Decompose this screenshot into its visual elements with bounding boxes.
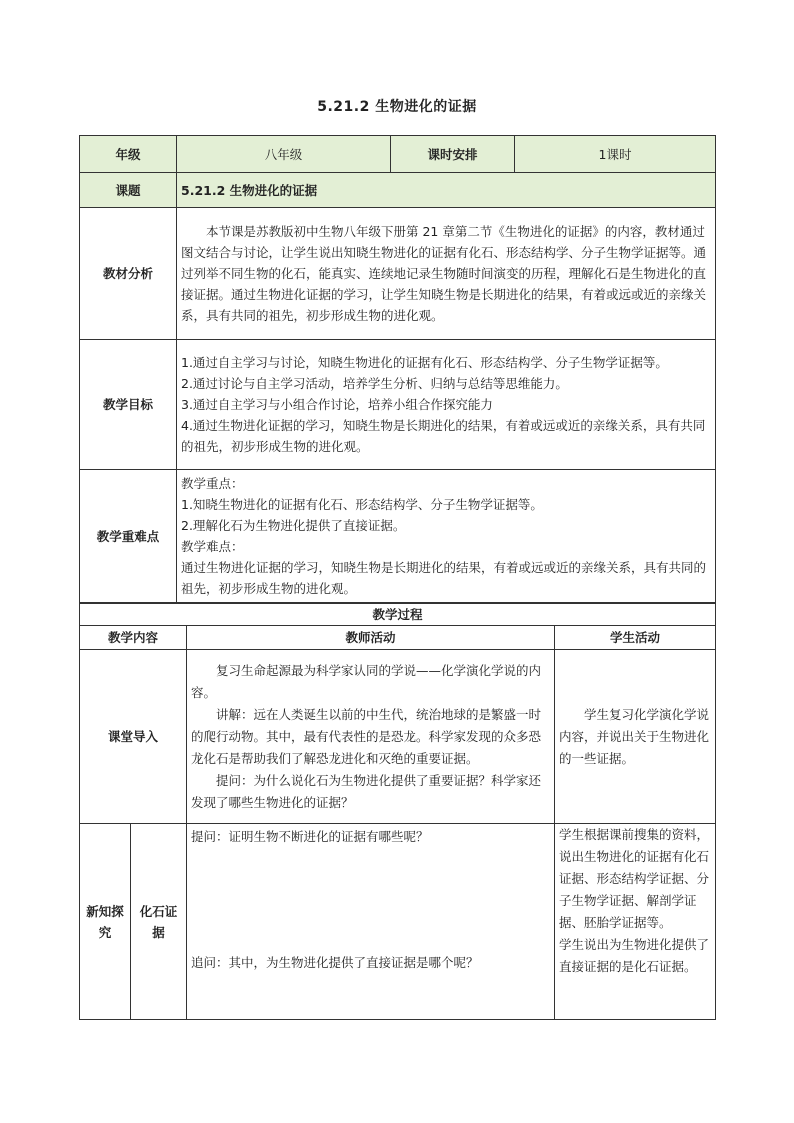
- intro-teacher-cell: [187, 650, 555, 824]
- process-title: 教学过程: [80, 604, 716, 626]
- grade-value: 八年级: [177, 136, 391, 173]
- keypoint-line: 教学重点：: [181, 476, 244, 491]
- explore-student-cell: [555, 824, 716, 1020]
- goal-item: 3.通过自主学习与小组合作讨论，培养小组合作探究能力: [181, 397, 493, 412]
- explore-question-1: 提问：证明生物不断进化的证据有哪些呢？: [191, 829, 429, 844]
- col-content-header: 教学内容: [80, 626, 187, 650]
- schedule-label: 课时安排: [391, 136, 515, 173]
- intro-student-text: 学生复习化学演化学说内容，并说出关于生物进化的一些证据。: [559, 706, 710, 766]
- explore-sub-label: 化石证据: [131, 824, 187, 1020]
- goals-cell: [177, 340, 716, 470]
- schedule-value: 1课时: [515, 136, 716, 173]
- topic-label: 课题: [80, 173, 177, 208]
- intro-teacher-p2: 讲解：远在人类诞生以前的中生代，统治地球的是繁盛一时的爬行动物。其中，最有代表性的是恐龙。科学家发现的众多恐龙化石是帮助我们了解恐龙进化和灭绝的重要证据。: [191, 706, 542, 766]
- teaching-process-table: [79, 603, 716, 1020]
- grade-label: 年级: [80, 136, 177, 173]
- explore-answer-2: 学生说出为生物进化提供了直接证据的是化石证据。: [559, 937, 710, 974]
- keypoints-label: 教学重难点: [80, 470, 177, 603]
- analysis-cell: [177, 208, 716, 340]
- keypoint-line: 教学难点：: [181, 539, 244, 554]
- explore-teacher-cell: [187, 824, 555, 1020]
- col-student-header: 学生活动: [555, 626, 716, 650]
- col-teacher-header: 教师活动: [187, 626, 555, 650]
- keypoint-line: 通过生物进化证据的学习，知晓生物是长期进化的结果，有着或远或近的亲缘关系，具有共同的祖先，初步形成生物的进化观。: [181, 560, 707, 596]
- intro-label: 课堂导入: [80, 650, 187, 824]
- goal-item: 2.通过讨论与自主学习活动，培养学生分析、归纳与总结等思维能力。: [181, 376, 568, 391]
- goal-item: 1.通过自主学习与讨论，知晓生物进化的证据有化石、形态结构学、分子生物学证据等。: [181, 355, 668, 370]
- lesson-info-table: [79, 135, 716, 603]
- explore-answer-1: 学生根据课前搜集的资料，说出生物进化的证据有化石证据、形态结构学证据、分子生物学证据、解剖学证据、胚胎学证据等。: [559, 827, 710, 930]
- keypoints-cell: [177, 470, 716, 603]
- document-title: 5.21.2 生物进化的证据: [317, 99, 477, 115]
- explore-question-2: 追问：其中，为生物进化提供了直接证据是哪个呢？: [191, 955, 479, 970]
- analysis-label: 教材分析: [80, 208, 177, 340]
- topic-value: 5.21.2 生物进化的证据: [177, 173, 716, 208]
- intro-teacher-p3: 提问：为什么说化石为生物进化提供了重要证据？科学家还发现了哪些生物进化的证据？: [191, 772, 542, 810]
- intro-student-cell: [555, 650, 716, 824]
- analysis-text: 本节课是苏教版初中生物八年级下册第 21 章第二节《生物进化的证据》的内容，教材通过图文结合与讨论，让学生说出知晓生物进化的证据有化石、形态结构学、分子生物学证据等。通过列举不同生物的化石，能真实、连续地记录生物随时间演变的历程，理解化石是生物进化的直接证据。通过生物进化证据的学习，让学生知晓生物是长期进化的结果，有着或远或近的亲缘关系，具有共同的祖先，初步形成生物的进化观。: [181, 224, 707, 323]
- intro-teacher-p1: 复习生命起源最为科学家认同的学说——化学演化学说的内容。: [191, 662, 542, 700]
- explore-label: 新知探究: [80, 824, 131, 1020]
- goal-item: 4.通过生物进化证据的学习，知晓生物是长期进化的结果，有着或远或近的亲缘关系，具有共同的祖先，初步形成生物的进化观。: [181, 418, 706, 454]
- keypoint-line: 2.理解化石为生物进化提供了直接证据。: [181, 518, 406, 533]
- goals-label: 教学目标: [80, 340, 177, 470]
- keypoint-line: 1.知晓生物进化的证据有化石、形态结构学、分子生物学证据等。: [181, 497, 543, 512]
